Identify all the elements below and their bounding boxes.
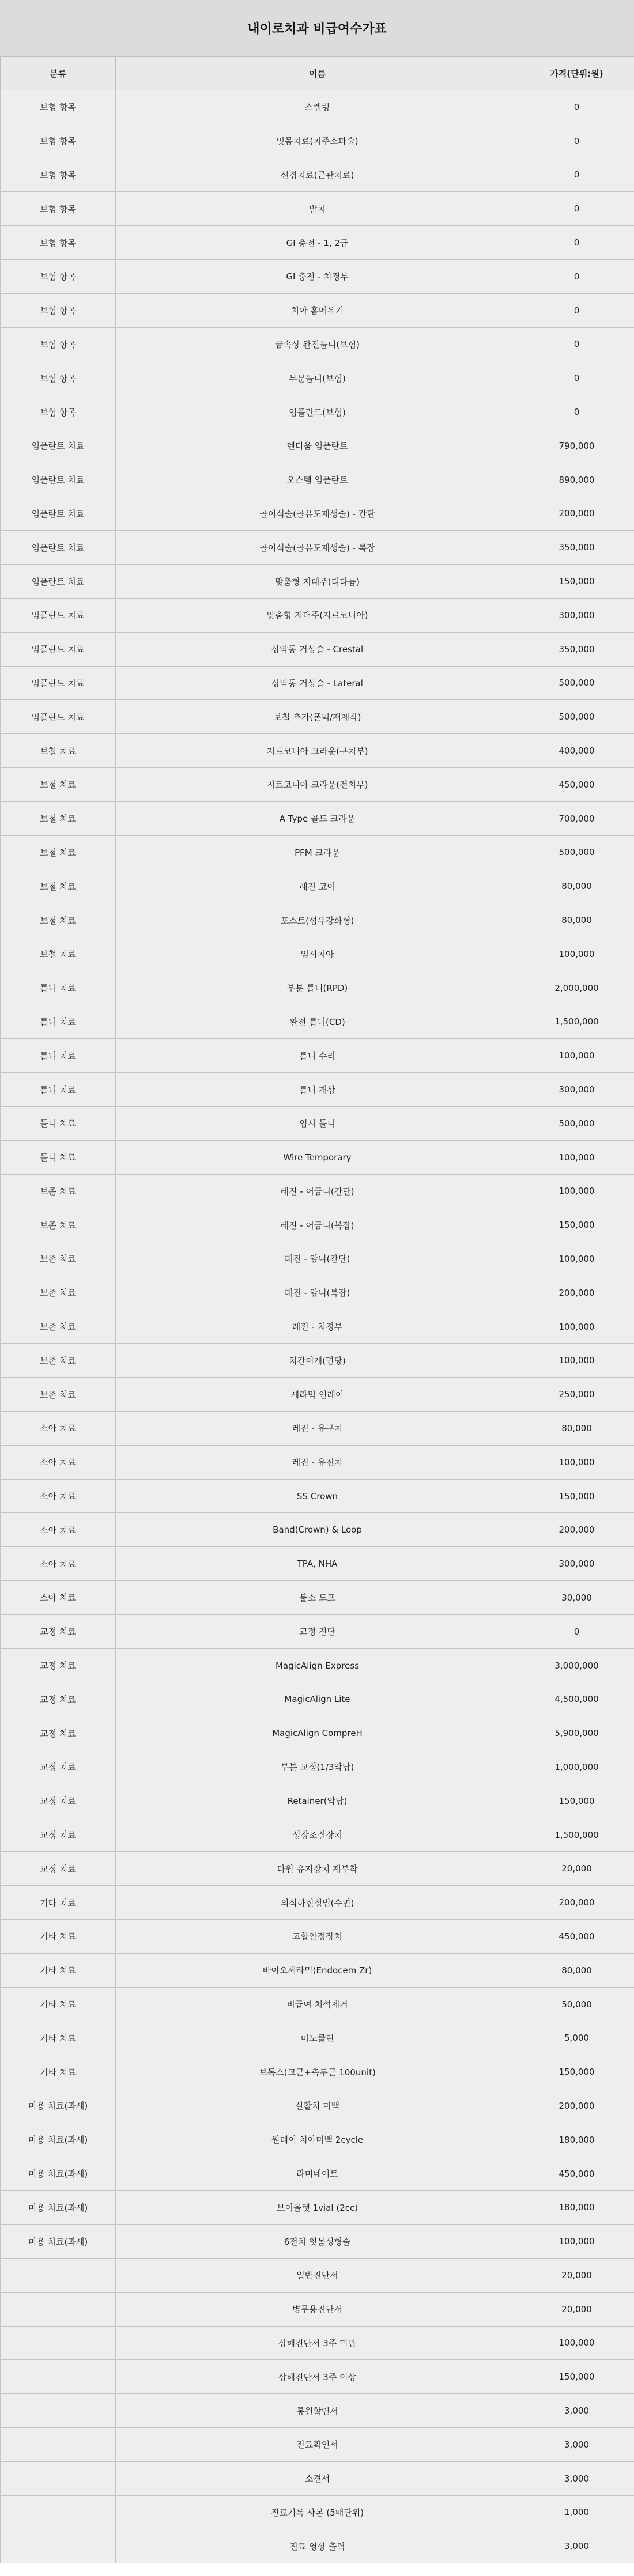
category-cell: 보존 치료 bbox=[1, 1310, 116, 1344]
item-name-cell: 비급여 치석제거 bbox=[116, 1987, 519, 2021]
category-cell: 보험 항목 bbox=[1, 327, 116, 361]
table-row bbox=[1, 90, 634, 124]
price-cell: 150,000 bbox=[519, 1208, 634, 1242]
category-cell: 교정 치료 bbox=[1, 1750, 116, 1784]
table-row bbox=[1, 1750, 634, 1784]
table-row bbox=[1, 1581, 634, 1615]
item-name-cell: 부분 교정(1/3악당) bbox=[116, 1750, 519, 1784]
table-row bbox=[1, 1073, 634, 1107]
price-cell: 100,000 bbox=[519, 2225, 634, 2259]
item-name-cell: 틀니 개상 bbox=[116, 1073, 519, 1107]
category-cell: 임플란트 치료 bbox=[1, 565, 116, 599]
category-cell: 보존 치료 bbox=[1, 1208, 116, 1242]
category-cell bbox=[1, 2495, 116, 2529]
table-row bbox=[1, 565, 634, 599]
price-cell: 1,000,000 bbox=[519, 1750, 634, 1784]
category-cell: 보철 치료 bbox=[1, 835, 116, 869]
category-cell: 미용 치료(과세) bbox=[1, 2089, 116, 2123]
item-name-cell: 병무용진단서 bbox=[116, 2292, 519, 2326]
price-cell: 200,000 bbox=[519, 2089, 634, 2123]
category-cell bbox=[1, 2394, 116, 2428]
table-row bbox=[1, 869, 634, 903]
price-cell: 3,000 bbox=[519, 2427, 634, 2461]
price-cell: 400,000 bbox=[519, 734, 634, 768]
price-cell: 150,000 bbox=[519, 2360, 634, 2394]
price-cell: 2,000,000 bbox=[519, 971, 634, 1005]
table-row bbox=[1, 2326, 634, 2360]
item-name-cell: SS Crown bbox=[116, 1479, 519, 1513]
category-cell: 미용 치료(과세) bbox=[1, 2123, 116, 2157]
table-row bbox=[1, 395, 634, 429]
price-cell: 200,000 bbox=[519, 1886, 634, 1920]
table-row bbox=[1, 226, 634, 260]
item-name-cell: 임플란트(보험) bbox=[116, 395, 519, 429]
table-row bbox=[1, 1106, 634, 1140]
table-row bbox=[1, 835, 634, 869]
price-cell: 0 bbox=[519, 293, 634, 327]
price-cell: 300,000 bbox=[519, 1073, 634, 1107]
price-cell: 0 bbox=[519, 259, 634, 293]
price-cell: 150,000 bbox=[519, 1784, 634, 1818]
table-row bbox=[1, 2461, 634, 2495]
category-cell: 교정 치료 bbox=[1, 1784, 116, 1818]
table-row bbox=[1, 1614, 634, 1648]
category-cell: 기타 치료 bbox=[1, 1886, 116, 1920]
table-row bbox=[1, 497, 634, 531]
price-cell: 100,000 bbox=[519, 1242, 634, 1276]
category-cell: 보존 치료 bbox=[1, 1242, 116, 1276]
price-cell: 5,000 bbox=[519, 2021, 634, 2055]
table-row bbox=[1, 1852, 634, 1886]
price-cell: 700,000 bbox=[519, 801, 634, 835]
category-cell: 임플란트 치료 bbox=[1, 700, 116, 734]
item-name-cell: 바이오세라믹(Endocem Zr) bbox=[116, 1953, 519, 1987]
item-name-cell: 라미네이트 bbox=[116, 2157, 519, 2191]
category-cell: 임플란트 치료 bbox=[1, 598, 116, 632]
header-name: 이름 bbox=[116, 57, 519, 90]
price-cell: 80,000 bbox=[519, 1412, 634, 1446]
table-row bbox=[1, 937, 634, 971]
price-cell: 350,000 bbox=[519, 531, 634, 565]
category-cell: 틀니 치료 bbox=[1, 971, 116, 1005]
price-cell: 0 bbox=[519, 361, 634, 395]
price-cell: 20,000 bbox=[519, 2259, 634, 2293]
table-row bbox=[1, 1039, 634, 1073]
price-cell: 500,000 bbox=[519, 835, 634, 869]
item-name-cell: 잇몸치료(치주소파술) bbox=[116, 124, 519, 158]
item-name-cell: 성장조절장치 bbox=[116, 1818, 519, 1852]
table-row bbox=[1, 361, 634, 395]
item-name-cell: 지르코니아 크라운(전치부) bbox=[116, 767, 519, 801]
category-cell bbox=[1, 2427, 116, 2461]
item-name-cell: 실활치 미백 bbox=[116, 2089, 519, 2123]
item-name-cell: 임시 틀니 bbox=[116, 1106, 519, 1140]
category-cell: 보철 치료 bbox=[1, 734, 116, 768]
header-category: 분류 bbox=[1, 57, 116, 90]
category-cell: 보험 항목 bbox=[1, 226, 116, 260]
item-name-cell: 레진 - 유구치 bbox=[116, 1412, 519, 1446]
table-header-row bbox=[1, 57, 634, 90]
price-cell: 5,900,000 bbox=[519, 1716, 634, 1750]
item-name-cell: 치아 홈메우기 bbox=[116, 293, 519, 327]
item-name-cell: 레진 - 앞니(간단) bbox=[116, 1242, 519, 1276]
item-name-cell: 금속상 완전틀니(보험) bbox=[116, 327, 519, 361]
price-cell: 1,000 bbox=[519, 2495, 634, 2529]
item-name-cell: 의식하진정법(수면) bbox=[116, 1886, 519, 1920]
price-cell: 450,000 bbox=[519, 2157, 634, 2191]
price-cell: 500,000 bbox=[519, 666, 634, 700]
item-name-cell: 신경치료(근관치료) bbox=[116, 158, 519, 192]
category-cell: 임플란트 치료 bbox=[1, 666, 116, 700]
table-row bbox=[1, 1648, 634, 1682]
item-name-cell: Retainer(악당) bbox=[116, 1784, 519, 1818]
item-name-cell: 레진 - 어금니(복잡) bbox=[116, 1208, 519, 1242]
table-row bbox=[1, 1445, 634, 1479]
price-cell: 100,000 bbox=[519, 1445, 634, 1479]
price-cell: 1,500,000 bbox=[519, 1818, 634, 1852]
category-cell: 보험 항목 bbox=[1, 259, 116, 293]
price-cell: 180,000 bbox=[519, 2123, 634, 2157]
table-row bbox=[1, 666, 634, 700]
category-cell: 소아 치료 bbox=[1, 1412, 116, 1446]
price-cell: 3,000 bbox=[519, 2529, 634, 2563]
item-name-cell: 6전치 잇몸성형술 bbox=[116, 2225, 519, 2259]
item-name-cell: 진료기록 사본 (5매단위) bbox=[116, 2495, 519, 2529]
table-row bbox=[1, 293, 634, 327]
price-cell: 0 bbox=[519, 395, 634, 429]
table-row bbox=[1, 2225, 634, 2259]
item-name-cell: 세라믹 인레이 bbox=[116, 1378, 519, 1412]
table-row bbox=[1, 158, 634, 192]
price-cell: 80,000 bbox=[519, 1953, 634, 1987]
item-name-cell: 진료 영상 출력 bbox=[116, 2529, 519, 2563]
table-row bbox=[1, 632, 634, 666]
category-cell: 미용 치료(과세) bbox=[1, 2157, 116, 2191]
item-name-cell: 스켈링 bbox=[116, 90, 519, 124]
table-row bbox=[1, 2529, 634, 2563]
item-name-cell: 덴티움 임플란트 bbox=[116, 429, 519, 463]
category-cell: 기타 치료 bbox=[1, 1987, 116, 2021]
price-cell: 3,000 bbox=[519, 2461, 634, 2495]
table-row bbox=[1, 2191, 634, 2225]
price-cell: 500,000 bbox=[519, 700, 634, 734]
category-cell: 임플란트 치료 bbox=[1, 463, 116, 497]
price-cell: 300,000 bbox=[519, 1547, 634, 1581]
category-cell: 보험 항목 bbox=[1, 395, 116, 429]
table-row bbox=[1, 327, 634, 361]
category-cell: 임플란트 치료 bbox=[1, 497, 116, 531]
category-cell: 보험 항목 bbox=[1, 90, 116, 124]
category-cell bbox=[1, 2461, 116, 2495]
item-name-cell: 지르코니아 크라운(구치부) bbox=[116, 734, 519, 768]
item-name-cell: 맞춤형 지대주(지르코니아) bbox=[116, 598, 519, 632]
table-row bbox=[1, 1276, 634, 1310]
price-cell: 450,000 bbox=[519, 1920, 634, 1954]
item-name-cell: 교합안정장치 bbox=[116, 1920, 519, 1954]
table-row bbox=[1, 767, 634, 801]
item-name-cell: 상악동 거상술 - Crestal bbox=[116, 632, 519, 666]
table-row bbox=[1, 2360, 634, 2394]
table-row bbox=[1, 1818, 634, 1852]
category-cell: 보존 치료 bbox=[1, 1174, 116, 1208]
price-cell: 100,000 bbox=[519, 1174, 634, 1208]
item-name-cell: 완전 틀니(CD) bbox=[116, 1005, 519, 1039]
table-row bbox=[1, 1412, 634, 1446]
category-cell: 임플란트 치료 bbox=[1, 632, 116, 666]
category-cell: 보철 치료 bbox=[1, 869, 116, 903]
price-cell: 1,500,000 bbox=[519, 1005, 634, 1039]
table-row bbox=[1, 1005, 634, 1039]
table-row bbox=[1, 1953, 634, 1987]
category-cell: 보험 항목 bbox=[1, 158, 116, 192]
item-name-cell: Band(Crown) & Loop bbox=[116, 1513, 519, 1547]
price-cell: 30,000 bbox=[519, 1581, 634, 1615]
category-cell: 틀니 치료 bbox=[1, 1073, 116, 1107]
price-cell: 0 bbox=[519, 226, 634, 260]
table-row bbox=[1, 971, 634, 1005]
item-name-cell: 레진 - 앞니(복잡) bbox=[116, 1276, 519, 1310]
price-cell: 450,000 bbox=[519, 767, 634, 801]
item-name-cell: 골이식술(골유도재생술) - 복잡 bbox=[116, 531, 519, 565]
price-cell: 0 bbox=[519, 327, 634, 361]
item-name-cell: 불소 도포 bbox=[116, 1581, 519, 1615]
category-cell bbox=[1, 2529, 116, 2563]
table-row bbox=[1, 1344, 634, 1378]
category-cell: 기타 치료 bbox=[1, 2055, 116, 2089]
item-name-cell: 레진 - 유전치 bbox=[116, 1445, 519, 1479]
price-cell: 100,000 bbox=[519, 937, 634, 971]
table-row bbox=[1, 2495, 634, 2529]
item-name-cell: 원데이 치아미백 2cycle bbox=[116, 2123, 519, 2157]
item-name-cell: GI 충전 - 1, 2급 bbox=[116, 226, 519, 260]
item-name-cell: 보철 추가(폰틱/재제작) bbox=[116, 700, 519, 734]
price-cell: 150,000 bbox=[519, 565, 634, 599]
table-row bbox=[1, 2259, 634, 2293]
price-cell: 0 bbox=[519, 192, 634, 226]
price-cell: 180,000 bbox=[519, 2191, 634, 2225]
table-row bbox=[1, 259, 634, 293]
table-row bbox=[1, 2427, 634, 2461]
item-name-cell: 통원확인서 bbox=[116, 2394, 519, 2428]
item-name-cell: 발치 bbox=[116, 192, 519, 226]
table-row bbox=[1, 1784, 634, 1818]
price-cell: 0 bbox=[519, 90, 634, 124]
category-cell bbox=[1, 2360, 116, 2394]
table-row bbox=[1, 2292, 634, 2326]
price-cell: 150,000 bbox=[519, 1479, 634, 1513]
item-name-cell: GI 충전 - 치경부 bbox=[116, 259, 519, 293]
table-row bbox=[1, 2089, 634, 2123]
item-name-cell: A Type 골드 크라운 bbox=[116, 801, 519, 835]
item-name-cell: MagicAlign Lite bbox=[116, 1682, 519, 1716]
item-name-cell: 임시치아 bbox=[116, 937, 519, 971]
price-cell: 790,000 bbox=[519, 429, 634, 463]
price-cell: 350,000 bbox=[519, 632, 634, 666]
category-cell: 임플란트 치료 bbox=[1, 531, 116, 565]
item-name-cell: 맞춤형 지대주(티타늄) bbox=[116, 565, 519, 599]
table-row bbox=[1, 531, 634, 565]
table-row bbox=[1, 1987, 634, 2021]
table-row bbox=[1, 1310, 634, 1344]
category-cell: 소아 치료 bbox=[1, 1513, 116, 1547]
category-cell: 교정 치료 bbox=[1, 1818, 116, 1852]
item-name-cell: 부분 틀니(RPD) bbox=[116, 971, 519, 1005]
table-row bbox=[1, 1513, 634, 1547]
category-cell bbox=[1, 2259, 116, 2293]
price-cell: 20,000 bbox=[519, 1852, 634, 1886]
table-row bbox=[1, 124, 634, 158]
price-cell: 0 bbox=[519, 158, 634, 192]
price-cell: 100,000 bbox=[519, 1039, 634, 1073]
category-cell: 보철 치료 bbox=[1, 937, 116, 971]
price-cell: 300,000 bbox=[519, 598, 634, 632]
category-cell: 미용 치료(과세) bbox=[1, 2191, 116, 2225]
item-name-cell: TPA, NHA bbox=[116, 1547, 519, 1581]
table-row bbox=[1, 2055, 634, 2089]
item-name-cell: 교정 진단 bbox=[116, 1614, 519, 1648]
category-cell bbox=[1, 2326, 116, 2360]
table-row bbox=[1, 1479, 634, 1513]
item-name-cell: 일반진단서 bbox=[116, 2259, 519, 2293]
item-name-cell: 상해진단서 3주 미만 bbox=[116, 2326, 519, 2360]
category-cell: 보존 치료 bbox=[1, 1378, 116, 1412]
category-cell: 틀니 치료 bbox=[1, 1106, 116, 1140]
category-cell: 기타 치료 bbox=[1, 1920, 116, 1954]
item-name-cell: PFM 크라운 bbox=[116, 835, 519, 869]
table-row bbox=[1, 598, 634, 632]
category-cell: 교정 치료 bbox=[1, 1648, 116, 1682]
price-cell: 0 bbox=[519, 1614, 634, 1648]
item-name-cell: 틀니 수리 bbox=[116, 1039, 519, 1073]
item-name-cell: 레진 코어 bbox=[116, 869, 519, 903]
table-row bbox=[1, 700, 634, 734]
category-cell: 보험 항목 bbox=[1, 192, 116, 226]
item-name-cell: 포스트(섬유강화형) bbox=[116, 903, 519, 937]
price-table bbox=[0, 56, 634, 2563]
price-cell: 100,000 bbox=[519, 2326, 634, 2360]
item-name-cell: 미노클린 bbox=[116, 2021, 519, 2055]
price-cell: 500,000 bbox=[519, 1106, 634, 1140]
category-cell bbox=[1, 2292, 116, 2326]
price-cell: 0 bbox=[519, 124, 634, 158]
price-cell: 890,000 bbox=[519, 463, 634, 497]
table-row bbox=[1, 2021, 634, 2055]
table-row bbox=[1, 903, 634, 937]
category-cell: 틀니 치료 bbox=[1, 1039, 116, 1073]
table-row bbox=[1, 192, 634, 226]
header-price: 가격(단위:원) bbox=[519, 57, 634, 90]
item-name-cell: MagicAlign Express bbox=[116, 1648, 519, 1682]
item-name-cell: 진료확인서 bbox=[116, 2427, 519, 2461]
table-row bbox=[1, 429, 634, 463]
table-row bbox=[1, 1174, 634, 1208]
page-title: 내이로치과 비급여수가표 bbox=[0, 0, 634, 56]
table-row bbox=[1, 1208, 634, 1242]
price-cell: 50,000 bbox=[519, 1987, 634, 2021]
item-name-cell: 상악동 거상술 - Lateral bbox=[116, 666, 519, 700]
category-cell: 기타 치료 bbox=[1, 2021, 116, 2055]
table-body bbox=[1, 90, 634, 2563]
table-row bbox=[1, 1886, 634, 1920]
item-name-cell: 부분틀니(보험) bbox=[116, 361, 519, 395]
table-row bbox=[1, 2157, 634, 2191]
category-cell: 기타 치료 bbox=[1, 1953, 116, 1987]
category-cell: 보험 항목 bbox=[1, 124, 116, 158]
table-row bbox=[1, 1920, 634, 1954]
table-row bbox=[1, 1378, 634, 1412]
price-cell: 100,000 bbox=[519, 1310, 634, 1344]
price-cell: 150,000 bbox=[519, 2055, 634, 2089]
table-row bbox=[1, 2394, 634, 2428]
category-cell: 임플란트 치료 bbox=[1, 429, 116, 463]
price-cell: 3,000 bbox=[519, 2394, 634, 2428]
table-row bbox=[1, 801, 634, 835]
price-cell: 200,000 bbox=[519, 1276, 634, 1310]
table-row bbox=[1, 2123, 634, 2157]
price-cell: 200,000 bbox=[519, 497, 634, 531]
category-cell: 틀니 치료 bbox=[1, 1005, 116, 1039]
category-cell: 교정 치료 bbox=[1, 1716, 116, 1750]
table-row bbox=[1, 1140, 634, 1174]
item-name-cell: 보톡스(교근+측두근 100unit) bbox=[116, 2055, 519, 2089]
category-cell: 보철 치료 bbox=[1, 801, 116, 835]
category-cell: 보철 치료 bbox=[1, 767, 116, 801]
category-cell: 틀니 치료 bbox=[1, 1140, 116, 1174]
category-cell: 소아 치료 bbox=[1, 1479, 116, 1513]
item-name-cell: 치간이개(면당) bbox=[116, 1344, 519, 1378]
price-cell: 4,500,000 bbox=[519, 1682, 634, 1716]
table-row bbox=[1, 1242, 634, 1276]
item-name-cell: 오스템 임플란트 bbox=[116, 463, 519, 497]
category-cell: 보철 치료 bbox=[1, 903, 116, 937]
category-cell: 보험 항목 bbox=[1, 293, 116, 327]
category-cell: 보존 치료 bbox=[1, 1276, 116, 1310]
table-row bbox=[1, 1716, 634, 1750]
price-cell: 80,000 bbox=[519, 869, 634, 903]
category-cell: 교정 치료 bbox=[1, 1852, 116, 1886]
item-name-cell: 상해진단서 3주 이상 bbox=[116, 2360, 519, 2394]
table-row bbox=[1, 734, 634, 768]
table-row bbox=[1, 463, 634, 497]
table-row bbox=[1, 1682, 634, 1716]
price-cell: 3,000,000 bbox=[519, 1648, 634, 1682]
item-name-cell: Wire Temporary bbox=[116, 1140, 519, 1174]
price-cell: 100,000 bbox=[519, 1140, 634, 1174]
category-cell: 교정 치료 bbox=[1, 1682, 116, 1716]
category-cell: 소아 치료 bbox=[1, 1581, 116, 1615]
item-name-cell: 레진 - 어금니(간단) bbox=[116, 1174, 519, 1208]
price-cell: 200,000 bbox=[519, 1513, 634, 1547]
item-name-cell: 소견서 bbox=[116, 2461, 519, 2495]
price-cell: 20,000 bbox=[519, 2292, 634, 2326]
price-cell: 100,000 bbox=[519, 1344, 634, 1378]
category-cell: 소아 치료 bbox=[1, 1445, 116, 1479]
price-cell: 80,000 bbox=[519, 903, 634, 937]
table-row bbox=[1, 1547, 634, 1581]
category-cell: 미용 치료(과세) bbox=[1, 2225, 116, 2259]
category-cell: 교정 치료 bbox=[1, 1614, 116, 1648]
category-cell: 소아 치료 bbox=[1, 1547, 116, 1581]
price-cell: 250,000 bbox=[519, 1378, 634, 1412]
category-cell: 보존 치료 bbox=[1, 1344, 116, 1378]
category-cell: 보험 항목 bbox=[1, 361, 116, 395]
item-name-cell: 브이올렛 1vial (2cc) bbox=[116, 2191, 519, 2225]
item-name-cell: MagicAlign CompreH bbox=[116, 1716, 519, 1750]
item-name-cell: 골이식술(골유도재생술) - 간단 bbox=[116, 497, 519, 531]
item-name-cell: 타원 유지장치 재부착 bbox=[116, 1852, 519, 1886]
item-name-cell: 레진 - 치경부 bbox=[116, 1310, 519, 1344]
